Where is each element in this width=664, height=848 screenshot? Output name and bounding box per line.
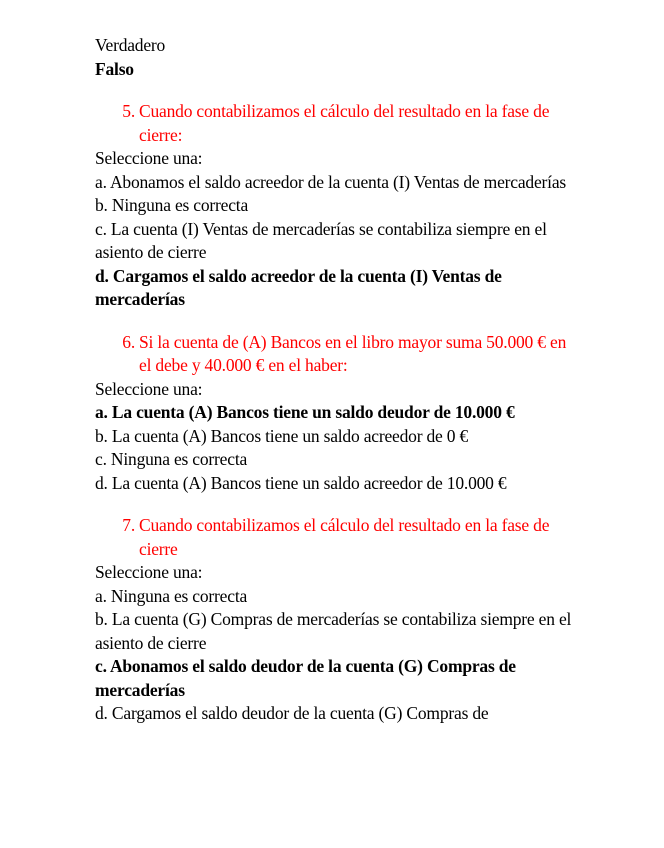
question-6-option-c: c. Ninguna es correcta: [95, 449, 248, 469]
question-5-number: 5.: [122, 101, 135, 121]
question-6-option-b: b. La cuenta (A) Bancos tiene un saldo acreedor de 0 €: [95, 425, 469, 446]
question-5-option-c: c. La cuenta (I) Ventas de mercaderías se contabiliza siempre en el asiento de cierre: [95, 218, 547, 262]
question-7-option-c-correct: c. Abonamos el saldo deudor de la cuenta (G) Compras de mercaderías: [95, 656, 516, 700]
question-7-number: 7.: [122, 515, 135, 535]
question-6-text: Si la cuenta de (A) Bancos en el libro mayor suma 50.000 € en el debe y 40.000 € en el haber:: [139, 331, 567, 375]
question-7-prompt: Seleccione una:: [95, 562, 203, 582]
question-5-heading: [95, 100, 575, 147]
question-6-heading: [95, 331, 575, 378]
question-5-text: Cuando contabilizamos el cálculo del resultado en la fase de cierre:: [139, 101, 550, 145]
previous-question-options: [95, 34, 575, 81]
question-5: [95, 100, 575, 312]
option-false-selected: Falso: [95, 58, 134, 79]
question-5-option-d-correct: d. Cargamos el saldo acreedor de la cuenta (I) Ventas de mercaderías: [95, 265, 502, 309]
question-7-option-b: b. La cuenta (G) Compras de mercaderías se contabiliza siempre en el asiento de cierre: [95, 609, 572, 653]
question-6-number: 6.: [122, 331, 135, 352]
option-true: Verdadero: [95, 35, 166, 55]
question-7-option-d: d. Cargamos el saldo deudor de la cuenta (G) Compras de: [95, 703, 489, 723]
question-5-option-b: b. Ninguna es correcta: [95, 195, 249, 215]
question-6-option-a-correct: a. La cuenta (A) Bancos tiene un saldo deudor de 10.000 €: [95, 402, 515, 422]
question-7-text: Cuando contabilizamos el cálculo del resultado en la fase de cierre: [139, 515, 550, 559]
question-5-option-a: a. Abonamos el saldo acreedor de la cuenta (I) Ventas de mercaderías: [95, 171, 566, 192]
question-7: [95, 514, 575, 726]
question-7-heading: [95, 514, 575, 561]
question-5-prompt: Seleccione una:: [95, 148, 203, 168]
question-6-prompt: Seleccione una:: [95, 378, 203, 399]
question-6: [95, 331, 575, 496]
question-7-option-a: a. Ninguna es correcta: [95, 585, 248, 606]
question-6-option-d: d. La cuenta (A) Bancos tiene un saldo acreedor de 10.000 €: [95, 472, 507, 493]
